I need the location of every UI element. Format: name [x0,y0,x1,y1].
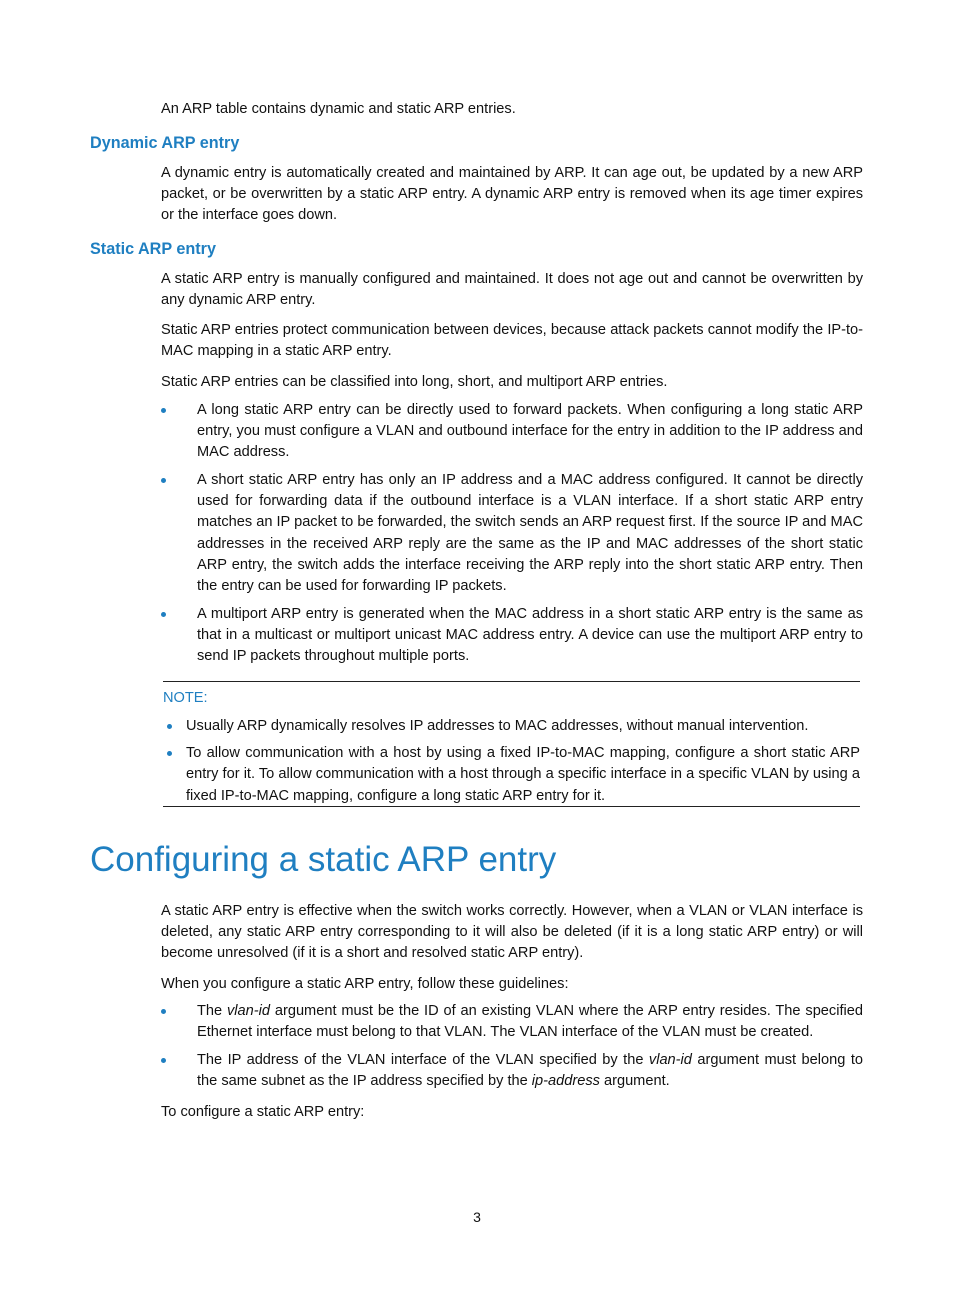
page-number: 3 [473,1209,481,1225]
static-arp-paragraph-3: Static ARP entries can be classified into long, short, and multiport ARP entries. [161,374,668,390]
config-paragraph-1: A static ARP entry is effective when the switch works correctly. However, when a VLAN or VLAN interface is deleted, any static ARP entry corresponding to it will also be deleted (if it is a long static ARP entry) or will become unresolved (if it is a short and resolved static ARP entry). [161,903,863,962]
guidelines-list [161,1001,863,1099]
list-item-text: A multiport ARP entry is generated when the MAC address in a short static ARP entry is the same as that in a multicast or multiport unicast MAC address entry. A device can use the multiport ARP entry to send IP packets throughout multiple ports. [197,605,863,665]
bullet-icon [161,612,166,617]
note-top-rule [163,681,860,682]
list-item-text: The IP address of the VLAN interface of the VLAN specified by the vlan-id argument must belong to the same subnet as the IP address specified by the ip-address argument. [197,1051,863,1089]
note-item [163,743,860,807]
bullet-icon [167,751,172,756]
list-item-text: A long static ARP entry can be directly used to forward packets. When configuring a long static ARP entry, you must configure a VLAN and outbound interface for the entry in addition to the IP address and MAC address. [197,402,863,461]
list-item-long-static [161,400,863,464]
intro-paragraph: An ARP table contains dynamic and static ARP entries. [161,101,516,117]
static-arp-types-list [161,400,863,674]
note-label: NOTE: [163,690,208,706]
bullet-icon [161,408,166,413]
dynamic-arp-paragraph: A dynamic entry is automatically created and maintained by ARP. It can age out, be updated by a new ARP packet, or be overwritten by a static ARP entry. A dynamic ARP entry is removed when its age timer expires or the interface goes down. [161,165,863,224]
static-arp-paragraph-2: Static ARP entries protect communication between devices, because attack packets cannot modify the IP-to-MAC mapping in a static ARP entry. [161,322,863,360]
list-item-short-static [161,470,863,597]
heading-static-arp-entry: Static ARP entry [90,240,216,258]
note-item-text: To allow communication with a host by using a fixed IP-to-MAC mapping, configure a short static ARP entry for it. To allow communication with a host through a specific interface in a specific VLAN by using a fixed IP-to-MAC mapping, configure a long static ARP entry for it. [186,745,860,804]
bullet-icon [161,1058,166,1063]
bullet-icon [161,478,166,483]
list-item-multiport [161,604,863,668]
section-title: Configuring a static ARP entry [90,840,557,879]
static-arp-paragraph-1: A static ARP entry is manually configured and maintained. It does not age out and cannot be overwritten by any dynamic ARP entry. [161,271,863,309]
list-item-guideline-subnet [161,1050,863,1092]
bullet-icon [161,1009,166,1014]
note-item-text: Usually ARP dynamically resolves IP addresses to MAC addresses, without manual intervention. [186,718,809,734]
heading-dynamic-arp-entry: Dynamic ARP entry [90,134,240,152]
config-paragraph-2: When you configure a static ARP entry, follow these guidelines: [161,976,569,992]
bullet-icon [167,724,172,729]
config-paragraph-3: To configure a static ARP entry: [161,1104,365,1120]
list-item-guideline-vlan-id [161,1001,863,1043]
list-item-text: The vlan-id argument must be the ID of an existing VLAN where the ARP entry resides. The specified Ethernet interface must belong to that VLAN. The VLAN interface of the VLAN must be created. [197,1003,863,1041]
note-item [163,716,860,737]
list-item-text: A short static ARP entry has only an IP address and a MAC address configured. It cannot be directly used for forwarding data if the outbound interface is a VLAN interface. If a short static ARP entry matches an IP packet to be forwarded, the switch sends an ARP request first. If the source IP and MAC addresses in the received ARP reply are the same as the IP and MAC addresses of the short static ARP entry, the switch adds the interface receiving the ARP reply into the short static ARP entry. Then the entry can be used for forwarding IP packets. [197,472,863,595]
note-bottom-rule [163,806,860,807]
note-list [163,716,860,813]
